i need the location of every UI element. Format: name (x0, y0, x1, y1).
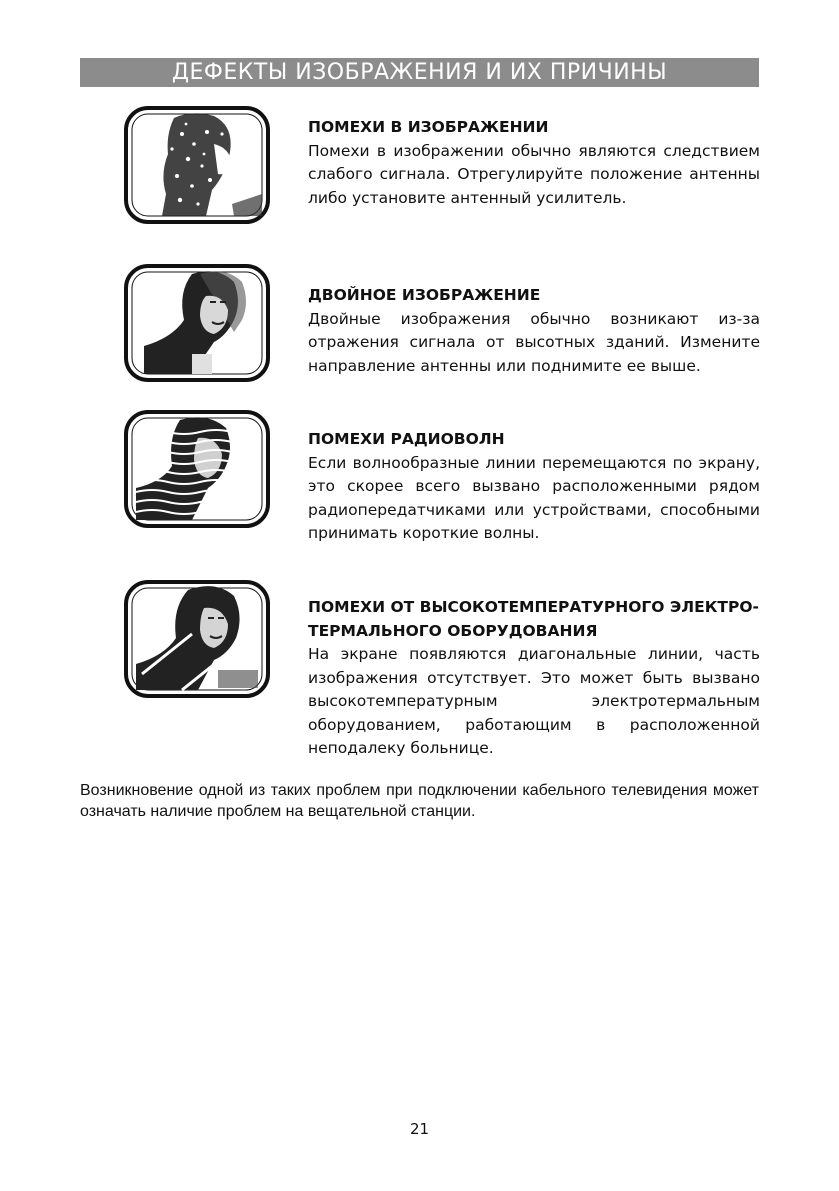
defect-description: Двойные изображения обычно возникают из-за отражения сигнала от высотных зданий. Измените направление антенны или поднимите ее выше. (308, 309, 760, 375)
defect-heading: ПОМЕХИ РАДИОВОЛН (308, 430, 505, 448)
defect-heading: ПОМЕХИ В ИЗОБРАЖЕНИИ (308, 118, 549, 136)
tv-electrothermal-illustration (122, 578, 272, 700)
defect-description: Если волнообразные линии перемещаются по экрану, это скорее всего вызвано расположенными рядом радиопередатчиками или устройствами, способными принимать короткие волны. (308, 453, 760, 542)
defect-item-noise (122, 104, 762, 234)
defect-item-electrothermal (122, 578, 762, 768)
defect-description: На экране появляются диагональные линии, часть изображения отсутствует. Это может быть вызвано высокотемпературным электротермальным оборудованием, работающим в расположенной неподалеку больнице. (308, 645, 760, 757)
page-number: 21 (409, 1120, 430, 1138)
tv-noise-illustration (122, 104, 272, 226)
defect-item-radio-interference (122, 408, 762, 548)
tv-radio-waves-illustration (122, 408, 272, 530)
tv-double-image-illustration (122, 262, 272, 384)
page-title: ДЕФЕКТЫ ИЗОБРАЖЕНИЯ И ИХ ПРИЧИНЫ (80, 58, 759, 87)
defect-heading: ПОМЕХИ ОТ ВЫСОКОТЕМПЕРАТУРНОГО ЭЛЕКТРО-ТЕРМАЛЬНОГО ОБОРУДОВАНИЯ (308, 598, 759, 640)
defect-heading: ДВОЙНОЕ ИЗОБРАЖЕНИЕ (308, 286, 541, 304)
cable-tv-note: Возникновение одной из таких проблем при подключении кабельного телевидения может означать наличие проблем на вещательной станции. (80, 782, 759, 820)
defect-description: Помехи в изображении обычно являются следствием слабого сигнала. Отрегулируйте положение антенны либо установите антенный усилитель. (308, 141, 760, 207)
defect-item-double-image (122, 262, 762, 392)
